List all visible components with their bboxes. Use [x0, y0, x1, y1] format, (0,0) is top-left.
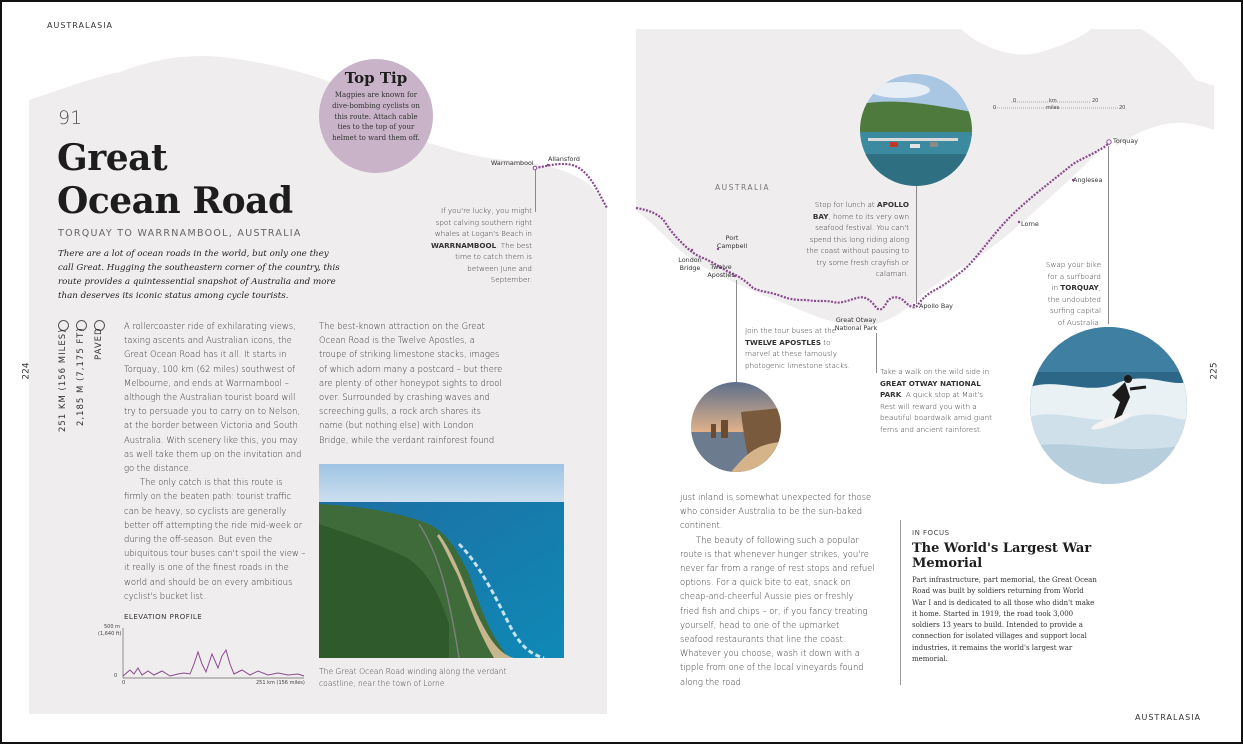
- annotation-twelve-apostles: Join the tour buses at the TWELVE APOSTLES to marvel at these famously photogenic limestone stacks.: [745, 326, 851, 370]
- title-line-2: Ocean Road: [57, 180, 293, 222]
- top-tip-text: Magpies are known for dive-bombing cyclists on this route. Attach cable ties to the top of your helmet to ward them off.: [332, 91, 420, 143]
- body-paragraph: A rollercoaster ride of exhilarating views, taxing ascents and Australian icons, the Great Ocean Road has it all. It starts in Torquay, 100 km (62 miles) southwest of Melbourne, and ends at Warrnambool – although the Australian tourist board will try to persuade you to carry on to Nelson, at the border between Victoria and South Australia. With scenery like this, you may as well take them up on the invitation and go the distance.: [124, 321, 302, 474]
- place-anglesea: Anglesea: [1073, 176, 1103, 184]
- scale-km-max: 20: [1092, 98, 1099, 104]
- elevation-max: 500 m: [104, 624, 121, 630]
- body-paragraph: just inland is somewhat unexpected for those who consider Australia to be the sun-baked continent.: [680, 492, 872, 531]
- country-label: AUSTRALIA: [715, 183, 771, 192]
- place-twelve-apostles: Twelve Apostles: [707, 263, 735, 279]
- annotation-apollo-bay: Stop for lunch at APOLLO BAY, home to its very own seafood festival. You can't spend this long riding along the coast without pausing to try some fresh crayfish or calamari.: [806, 200, 909, 278]
- scale-miles-zero: 0: [993, 105, 997, 111]
- body-paragraph: The beauty of following such a popular route is that whenever hunger strikes, you're never far from a range of rest stops and refuel options. For a quick bite to eat, snack on cheap-and-cheerful Aussie pies or freshly fried fish and chips – or, if you fancy treating yourself, head to one of the upmarket seafood restaurants that line the coast. Whatever you choose, wash it down with a tipple from one of the local vineyards found along the road.: [680, 534, 875, 687]
- annotation-otway: Take a walk on the wild side in GREAT OTWAY NATIONAL PARK. A quick stop at Mait's Rest will reward you with a beautiful boardwalk amid giant ferns and ancient rainforest.: [880, 367, 992, 434]
- place-great-otway: Great Otway National Park: [834, 316, 878, 332]
- route-number: 91: [58, 107, 83, 129]
- body-paragraph: The only catch is that this route is firmly on the beaten path: tourist traffic can be heavy, so cyclists are generally better off attempting the ride mid-week or during the off-season. But even the ubiquitous tour buses can't spoil the view – it really is one of the finest roads in the world and should be on every ambitious cyclist's bucket list.: [124, 477, 306, 601]
- stat-surface: PAVED: [94, 327, 104, 360]
- running-head-right: AUSTRALASIA: [1135, 713, 1202, 722]
- place-lorne: Lorne: [1021, 220, 1039, 228]
- elevation-profile-label: ELEVATION PROFILE: [124, 613, 203, 621]
- top-tip-title: Top Tip: [344, 69, 408, 87]
- place-torquay: Torquay: [1113, 137, 1139, 145]
- elevation-zero: 0: [114, 673, 118, 679]
- photo-caption: The Great Ocean Road winding along the verdant coastline, near the town of Lorne: [319, 667, 507, 688]
- place-apollo-bay: Apollo Bay: [919, 302, 953, 310]
- place-allansford: Allansford: [548, 155, 580, 163]
- stat-elevation: 2,185 M (7,175 FT): [76, 327, 86, 426]
- running-head-left: AUSTRALASIA: [47, 21, 114, 30]
- page-number-left: 224: [21, 362, 32, 380]
- scale-miles-label: miles: [1046, 105, 1060, 111]
- annotation-warrnambool: If you're lucky, you might spot calving southern right whales at Logan's Beach in WARRNAMBOOL. The best time to catch them is between June and September.: [430, 206, 532, 284]
- place-port-campbell: Port Campbell: [716, 234, 748, 250]
- intro-paragraph: There are a lot of ocean roads in the world, but only one they call Great. Hugging the southeastern corner of the country, this route provides a quintessential snapshot of Australia and more than deserves its iconic status among cycle tourists.: [58, 249, 340, 301]
- title-line-1: Great: [57, 137, 168, 179]
- place-warrnambool: Warrnambool: [491, 159, 534, 167]
- scale-km-label: km: [1049, 98, 1057, 104]
- scale-miles-max: 20: [1119, 105, 1126, 111]
- in-focus-kicker: IN FOCUS: [912, 529, 950, 537]
- scale-km-zero: 0: [1013, 98, 1017, 104]
- page-number-right: 225: [1209, 362, 1220, 380]
- elevation-max-imperial: (1,640 ft): [98, 631, 122, 637]
- elevation-x-start: 0: [122, 680, 126, 686]
- in-focus-title: The World's Largest War Memorial: [912, 541, 1092, 571]
- body-paragraph: The best-known attraction on the Great Ocean Road is the Twelve Apostles, a troupe of striking limestone stacks, images of which adorn many a postcard – but there are plenty of other honeypot sights to drool over. Surrounded by crashing waves and screeching gulls, a rock arch shares its name (but nothing else) with London Bridge, while the verdant rainforest found: [319, 321, 503, 445]
- stat-distance: 251 KM (156 MILES): [58, 328, 68, 432]
- route-subtitle: TORQUAY TO WARRNAMBOOL, AUSTRALIA: [58, 228, 302, 239]
- annotation-torquay: Swap your bike for a surfboard in TORQUAY, the undoubted surfing capital of Australia.: [1045, 260, 1101, 327]
- elevation-x-end: 251 km (156 miles): [256, 680, 305, 686]
- in-focus-text: Part infrastructure, part memorial, the Great Ocean Road was built by soldiers returning from World War I and is dedicated to all those who didn't make it home. Started in 1919, the road took 3,000 soldiers 13 years to build. Intended to provide a connection for isolated villages and support local industries, it remains the world's largest war memorial.: [912, 576, 1097, 664]
- place-london-bridge: London Bridge: [678, 256, 702, 272]
